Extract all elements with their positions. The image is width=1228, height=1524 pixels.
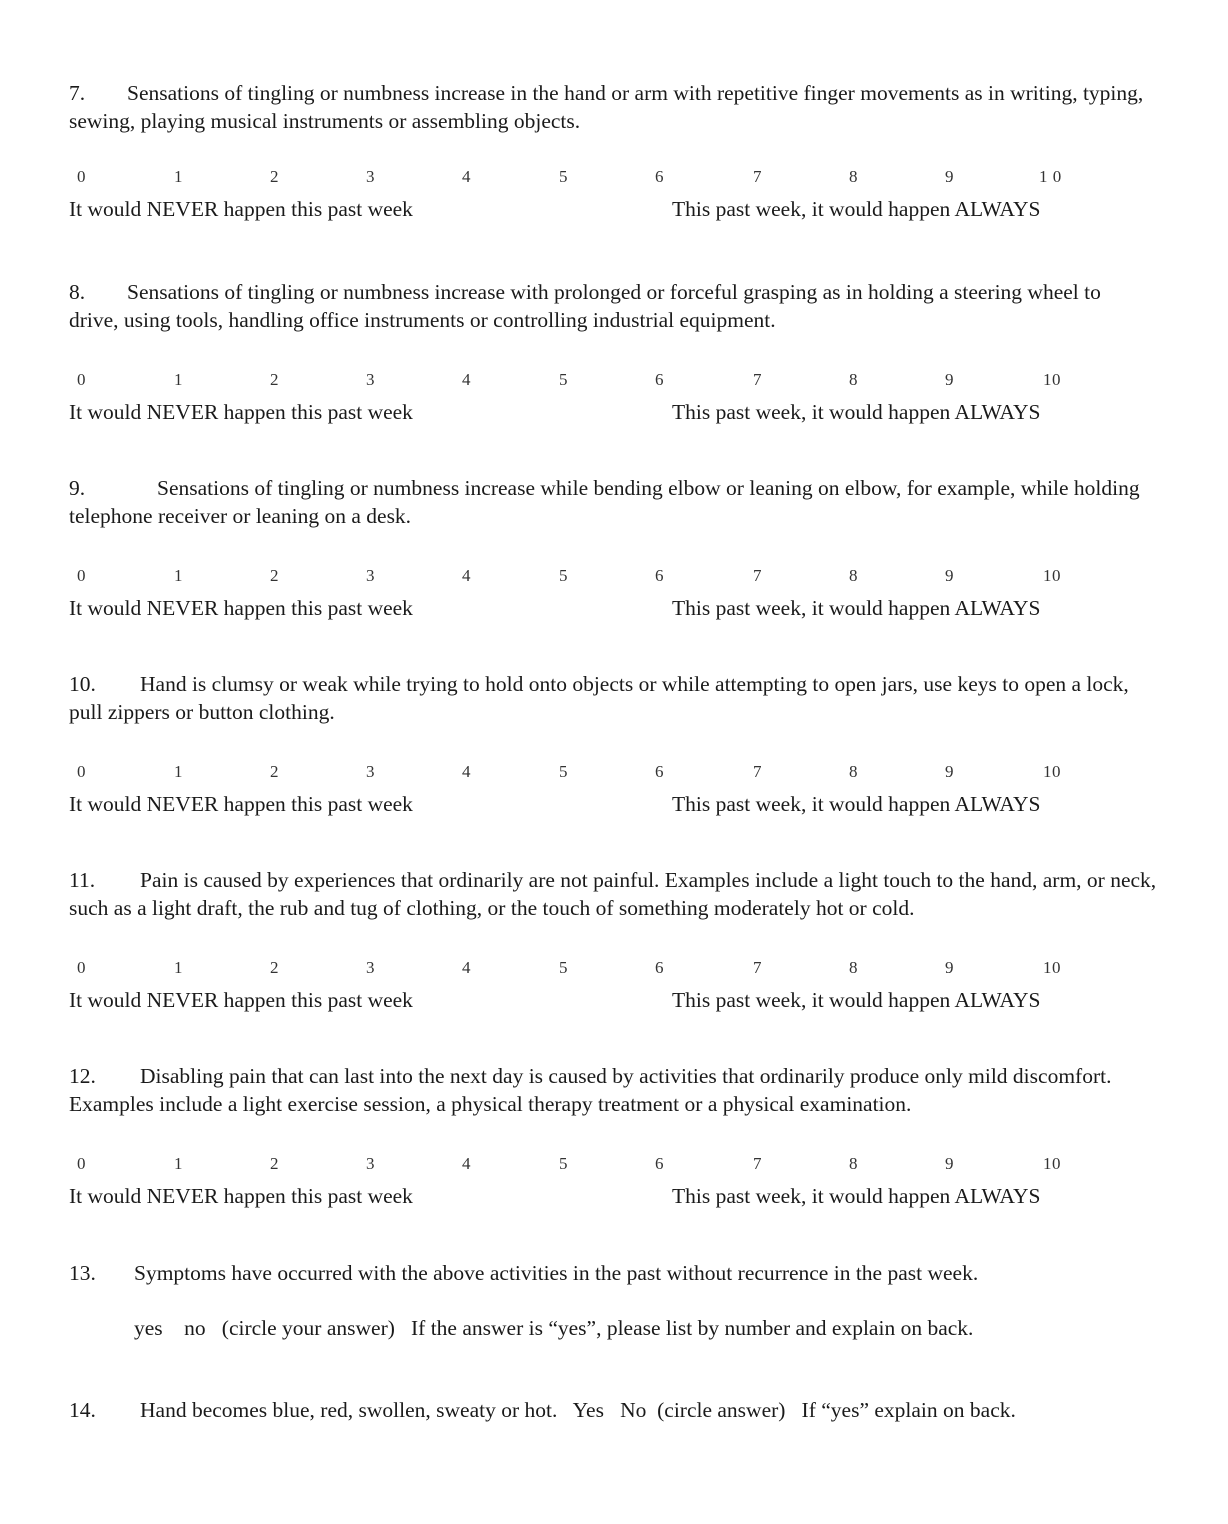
question-number: 11. — [69, 868, 96, 892]
scale-tick[interactable]: 7 — [753, 1154, 762, 1173]
question-14-text[interactable] — [69, 1396, 1169, 1424]
rating-scale-10 — [69, 762, 1149, 792]
scale-tick[interactable]: 8 — [849, 762, 858, 781]
scale-tick[interactable]: 10 — [1043, 762, 1061, 781]
scale-tick[interactable]: 2 — [270, 1154, 279, 1173]
question-prompt: Sensations of tingling or numbness increase while bending elbow or leaning on elbow, for example, while holding telephone receiver or leaning on a desk. — [69, 476, 1140, 528]
rating-scale-11 — [69, 958, 1169, 988]
scale-tick[interactable]: 9 — [945, 762, 954, 781]
scale-tick[interactable]: 8 — [849, 958, 858, 977]
scale-label-always: This past week, it would happen ALWAYS — [672, 988, 1041, 1012]
scale-tick[interactable]: 7 — [753, 167, 762, 186]
scale-tick[interactable]: 4 — [462, 167, 471, 186]
question-prompt: Hand is clumsy or weak while trying to hold onto objects or while attempting to open jars, use keys to open a lock, pull zippers or button clothing. — [69, 672, 1129, 724]
scale-tick[interactable]: 8 — [849, 167, 858, 186]
question-number: 14. — [69, 1398, 96, 1422]
question-number: 7. — [69, 81, 86, 105]
question-9 — [69, 474, 1149, 626]
question-13-text — [69, 1259, 1169, 1287]
scale-tick[interactable]: 8 — [849, 1154, 858, 1173]
question-prompt: Hand becomes blue, red, swollen, sweaty or hot. Yes No (circle answer) If “yes” explain on back. — [140, 1398, 1016, 1422]
scale-label-always: This past week, it would happen ALWAYS — [672, 400, 1041, 424]
scale-tick[interactable]: 2 — [270, 370, 279, 389]
scale-tick[interactable]: 3 — [366, 566, 375, 585]
scale-tick[interactable]: 3 — [366, 1154, 375, 1173]
scale-tick[interactable]: 5 — [559, 566, 568, 585]
question-14 — [69, 1396, 1169, 1424]
scale-tick[interactable]: 0 — [77, 167, 86, 186]
scale-tick[interactable]: 5 — [559, 1154, 568, 1173]
question-prompt: Sensations of tingling or numbness increase with prolonged or forceful grasping as in holding a steering wheel to drive, using tools, handling office instruments or controlling industrial equipment. — [69, 280, 1101, 332]
question-13 — [69, 1259, 1169, 1287]
scale-label-never: It would NEVER happen this past week — [69, 596, 413, 620]
question-prompt: Sensations of tingling or numbness increase in the hand or arm with repetitive finger movements as in writing, typing, sewing, playing musical instruments or assembling objects. — [69, 81, 1144, 133]
scale-tick[interactable]: 6 — [655, 958, 664, 977]
scale-tick[interactable]: 1 — [174, 167, 183, 186]
scale-tick[interactable]: 6 — [655, 167, 664, 186]
scale-tick[interactable]: 7 — [753, 370, 762, 389]
question-number: 12. — [69, 1064, 96, 1088]
scale-tick[interactable]: 3 — [366, 762, 375, 781]
scale-anchors — [69, 400, 1149, 430]
scale-tick[interactable]: 5 — [559, 762, 568, 781]
scale-tick[interactable]: 10 — [1043, 370, 1061, 389]
scale-tick[interactable]: 6 — [655, 1154, 664, 1173]
scale-tick[interactable]: 8 — [849, 566, 858, 585]
scale-tick[interactable]: 0 — [77, 1154, 86, 1173]
scale-tick[interactable]: 3 — [366, 167, 375, 186]
question-8 — [69, 278, 1149, 430]
question-11-text — [69, 866, 1169, 922]
scale-tick[interactable]: 10 — [1043, 1154, 1061, 1173]
scale-anchors — [69, 988, 1169, 1018]
scale-tick[interactable]: 0 — [77, 370, 86, 389]
scale-label-never: It would NEVER happen this past week — [69, 988, 413, 1012]
scale-tick[interactable]: 7 — [753, 566, 762, 585]
scale-tick[interactable]: 6 — [655, 370, 664, 389]
scale-tick[interactable]: 9 — [945, 370, 954, 389]
scale-tick[interactable]: 10 — [1043, 566, 1061, 585]
scale-tick[interactable]: 1 — [174, 958, 183, 977]
scale-tick[interactable]: 7 — [753, 762, 762, 781]
question-9-text — [69, 474, 1149, 530]
question-number: 10. — [69, 672, 96, 696]
scale-label-always: This past week, it would happen ALWAYS — [672, 197, 1041, 221]
scale-tick[interactable]: 1 0 — [1039, 167, 1062, 186]
scale-tick[interactable]: 4 — [462, 762, 471, 781]
scale-anchors — [69, 792, 1149, 822]
scale-tick[interactable]: 0 — [77, 762, 86, 781]
scale-tick[interactable]: 4 — [462, 1154, 471, 1173]
scale-tick[interactable]: 9 — [945, 566, 954, 585]
question-12-text — [69, 1062, 1149, 1118]
scale-label-never: It would NEVER happen this past week — [69, 1184, 413, 1208]
scale-tick[interactable]: 1 — [174, 566, 183, 585]
question-prompt: Disabling pain that can last into the next day is caused by activities that ordinarily produce only mild discomfort. Examples include a light exercise session, a physical therapy treatment or a physical examination. — [69, 1064, 1112, 1116]
question-10 — [69, 670, 1149, 822]
question-7 — [69, 79, 1149, 227]
scale-tick[interactable]: 6 — [655, 566, 664, 585]
scale-tick[interactable]: 9 — [945, 1154, 954, 1173]
rating-scale-7 — [69, 167, 1149, 197]
scale-tick[interactable]: 5 — [559, 958, 568, 977]
scale-tick[interactable]: 1 — [174, 370, 183, 389]
scale-tick[interactable]: 2 — [270, 566, 279, 585]
scale-anchors — [69, 197, 1149, 227]
question-12 — [69, 1062, 1149, 1214]
scale-label-always: This past week, it would happen ALWAYS — [672, 792, 1041, 816]
scale-tick[interactable]: 4 — [462, 958, 471, 977]
scale-tick[interactable]: 2 — [270, 762, 279, 781]
scale-tick[interactable]: 2 — [270, 958, 279, 977]
scale-tick[interactable]: 8 — [849, 370, 858, 389]
question-number: 9. — [69, 476, 86, 500]
question-8-text — [69, 278, 1149, 334]
scale-tick[interactable]: 5 — [559, 370, 568, 389]
scale-tick[interactable]: 2 — [270, 167, 279, 186]
rating-scale-8 — [69, 370, 1149, 400]
scale-tick[interactable]: 9 — [945, 958, 954, 977]
scale-label-always: This past week, it would happen ALWAYS — [672, 596, 1041, 620]
scale-tick[interactable]: 3 — [366, 370, 375, 389]
scale-tick[interactable]: 4 — [462, 566, 471, 585]
scale-tick[interactable]: 6 — [655, 762, 664, 781]
scale-tick[interactable]: 1 — [174, 1154, 183, 1173]
scale-anchors — [69, 1184, 1149, 1214]
scale-tick[interactable]: 4 — [462, 370, 471, 389]
scale-tick[interactable]: 7 — [753, 958, 762, 977]
scale-tick[interactable]: 0 — [77, 958, 86, 977]
question-prompt: Pain is caused by experiences that ordinarily are not painful. Examples include a light touch to the hand, arm, or neck, such as a light draft, the rub and tug of clothing, or the touch of something moderately hot or cold. — [69, 868, 1157, 920]
question-7-text — [69, 79, 1149, 135]
scale-tick[interactable]: 10 — [1043, 958, 1061, 977]
scale-tick[interactable]: 9 — [945, 167, 954, 186]
rating-scale-9 — [69, 566, 1149, 596]
scale-tick[interactable]: 3 — [366, 958, 375, 977]
scale-label-always: This past week, it would happen ALWAYS — [672, 1184, 1041, 1208]
question-prompt: Symptoms have occurred with the above activities in the past without recurrence in the past week. — [134, 1261, 979, 1285]
question-10-text — [69, 670, 1149, 726]
scale-anchors — [69, 596, 1149, 626]
scale-label-never: It would NEVER happen this past week — [69, 197, 413, 221]
scale-label-never: It would NEVER happen this past week — [69, 400, 413, 424]
rating-scale-12 — [69, 1154, 1149, 1184]
scale-tick[interactable]: 0 — [77, 566, 86, 585]
scale-tick[interactable]: 1 — [174, 762, 183, 781]
question-number: 8. — [69, 280, 86, 304]
question-number: 13. — [69, 1261, 96, 1285]
question-13-answer-options[interactable]: yes no (circle your answer) If the answer is “yes”, please list by number and explain on back. — [134, 1316, 974, 1340]
question-11 — [69, 866, 1169, 1018]
scale-label-never: It would NEVER happen this past week — [69, 792, 413, 816]
scale-tick[interactable]: 5 — [559, 167, 568, 186]
